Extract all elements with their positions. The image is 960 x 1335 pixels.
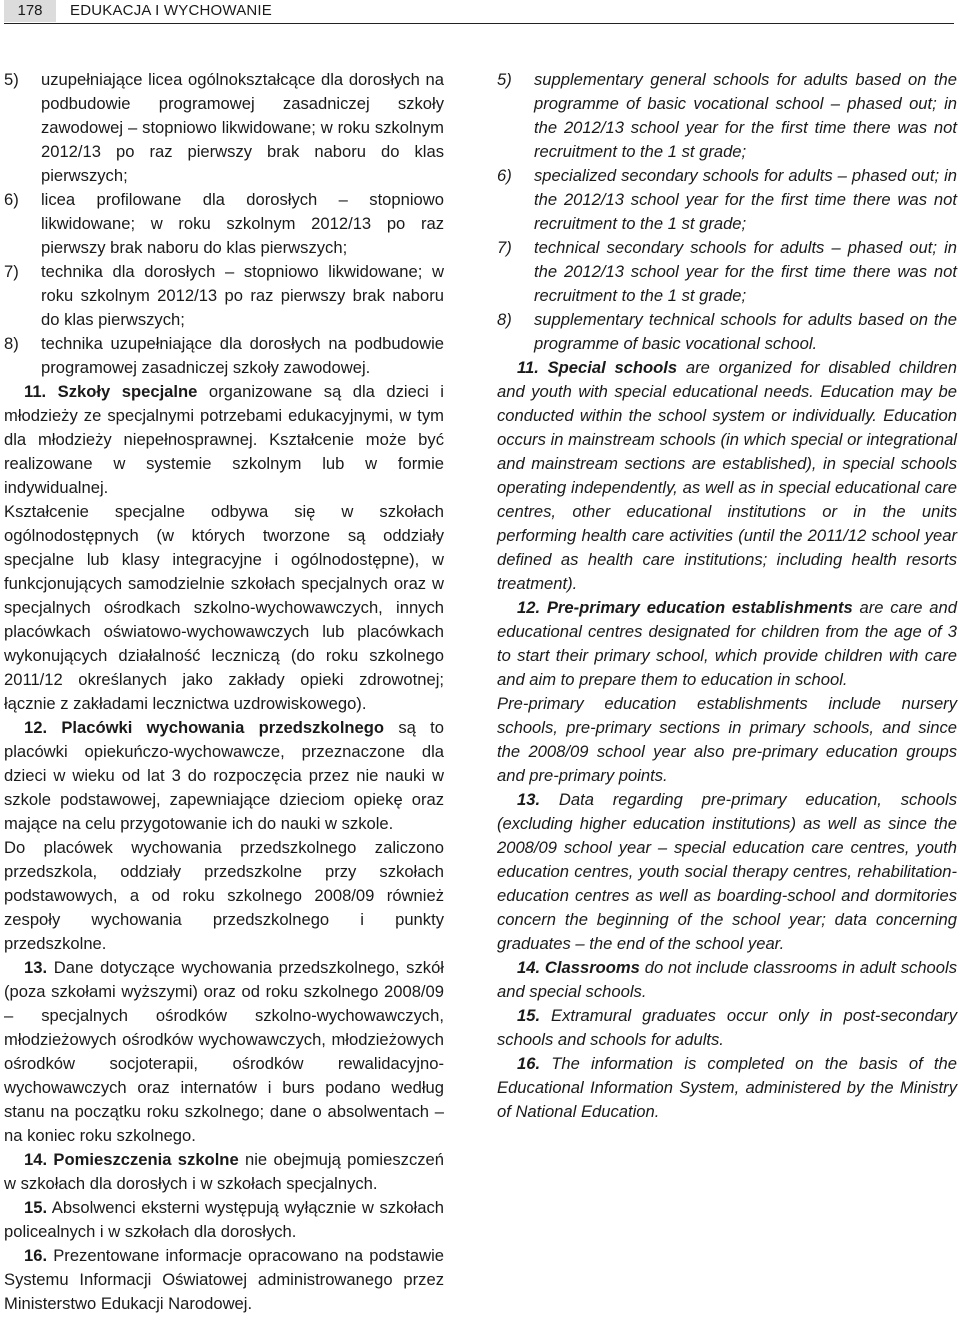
note-number: 15. <box>517 1006 541 1025</box>
note-15 <box>497 1004 957 1052</box>
item-number: 6) <box>497 166 512 185</box>
note-13 <box>497 788 957 956</box>
note-text: do not include classrooms in adult schools and special schools. <box>497 958 957 1001</box>
note-number: 14. <box>517 958 541 977</box>
note-number: 13. <box>517 790 541 809</box>
note-13 <box>4 956 444 1148</box>
note-12-paragraph: Pre-primary education establishments include nursery schools, pre-primary sections in primary schools, and since the 2008/09 school year also pre-primary education groups and pre-primary points. <box>497 694 957 785</box>
polish-column <box>4 68 444 1316</box>
list-item <box>4 332 444 380</box>
page-header <box>0 0 960 22</box>
note-term: Classrooms <box>544 958 640 977</box>
list-item <box>4 68 444 188</box>
note-text: organizowane są dla dzieci i młodzieży ze specjalnymi potrzebami edukacyjnymi, w tym dla młodzieży niepełnosprawnej. Kształcenie może być realizowane w systemie szkolnym lub w formie indywidualnej. <box>4 382 444 497</box>
note-text: Extramural graduates occur only in post-secondary schools and schools for adults. <box>497 1006 957 1049</box>
note-16 <box>497 1052 957 1124</box>
list-item <box>4 188 444 260</box>
note-number: 14. <box>24 1150 48 1169</box>
note-number: 16. <box>517 1054 541 1073</box>
note-term: Special schools <box>547 358 678 377</box>
item-text: licea profilowane dla dorosłych – stopniowo likwidowane; w roku szkolnym 2012/13 po raz pierwszy brak naboru do klas pierwszych; <box>41 190 444 257</box>
note-number: 12. <box>517 598 541 617</box>
item-text: specialized secondary schools for adults – phased out; in the 2012/13 school year for the first time there was not recruitment to the 1 st grade; <box>534 166 957 233</box>
page-number: 178 <box>4 0 56 22</box>
note-term: Szkoły specjalne <box>57 382 198 401</box>
note-term: Pre-primary education establishments <box>546 598 853 617</box>
list-item <box>497 308 957 356</box>
note-term: Placówki wychowania przedszkolnego <box>61 718 385 737</box>
note-text: are organized for disabled children and youth with special educational needs. Education may be conducted within the school system or individually. Education occurs in mainstream schools (in which special or integrational and mainstream sections are established), in special schools operating independently, as well as in special educational care centres, other educational institutions or in the units performing health care activities (until the 2011/12 school year defined as health care institutions; including health resorts treatment). <box>497 358 957 593</box>
list-item <box>4 260 444 332</box>
note-text: nie obejmują pomieszczeń w szkołach dla dorosłych i w szkołach specjalnych. <box>4 1150 444 1193</box>
note-text: Data regarding pre-primary education, schools (excluding higher education institutions) as well as since the 2008/09 school year – special education care centres, youth education centres, youth social therapy centres, rehabilitation-education centres as well as boarding-school and dormitories concern the beginning of the school year; data concerning graduates – the end of the school year. <box>497 790 957 953</box>
note-11-paragraph: Kształcenie specjalne odbywa się w szkołach ogólnodostępnych (w których tworzone są oddziały specjalne lub klasy integracyjne i ogólnodostępne), w funkcjonujących samodzielnie szkołach specjalnych oraz w specjalnych ośrodkach szkolno-wychowawczych, innych placówkach oświatowo-wychowawczych lub placówkach wykonujących działalność leczniczą (do roku szkolnego 2011/12 określanych jako zakłady opieki zdrowotnej; łącznie z zakładami lecznictwa uzdrowiskowego). <box>4 502 444 713</box>
note-11 <box>497 356 957 596</box>
item-number: 5) <box>4 70 19 89</box>
note-text: Prezentowane informacje opracowano na podstawie Systemu Informacji Oświatowej administrowanego przez Ministerstwo Edukacji Narodowej. <box>4 1246 444 1313</box>
note-12-paragraph: Do placówek wychowania przedszkolnego zaliczono przedszkola, oddziały przedszkolne przy szkołach podstawowych, a od roku szkolnego 2008/09 również zespoły wychowania przedszkolnego i punkty przedszkolne. <box>4 838 444 953</box>
note-number: 11. <box>517 358 539 377</box>
item-number: 8) <box>497 310 512 329</box>
item-text: technical secondary schools for adults – phased out; in the 2012/13 school year for the first time there was not recruitment to the 1 st grade; <box>534 238 957 305</box>
english-column <box>497 68 957 1124</box>
note-text: Absolwenci eksterni występują wyłącznie w szkołach policealnych i w szkołach dla dorosłych. <box>4 1198 444 1241</box>
note-12 <box>497 596 957 692</box>
note-14 <box>497 956 957 1004</box>
note-12 <box>4 716 444 836</box>
note-text: are care and educational centres designated for children from the age of 3 to start their primary school, which provide children with care and aim to prepare them to education in school. <box>497 598 957 689</box>
item-text: technika uzupełniające dla dorosłych na podbudowie programowej zasadniczej szkoły zawodowej. <box>41 334 444 377</box>
list-item <box>497 164 957 236</box>
item-number: 5) <box>497 70 512 89</box>
note-text: Dane dotyczące wychowania przedszkolnego, szkół (poza szkołami wyższymi) oraz od roku szkolnego 2008/09 – specjalnych ośrodków szkolno-wychowawczych, młodzieżowych ośrodków wychowawczych, młodzieżowych ośrodków socjoterapii, ośrodków rewalidacyjno-wychowawczych oraz internatów i burs podano według stanu na początku roku szkolnego; dane o absolwentach – na koniec roku szkolnego. <box>4 958 444 1145</box>
note-14 <box>4 1148 444 1196</box>
item-text: supplementary general schools for adults based on the programme of basic vocational school – phased out; in the 2012/13 school year for the first time there was not recruitment to the 1 st grade; <box>534 70 957 161</box>
item-number: 6) <box>4 190 19 209</box>
list-item <box>497 236 957 308</box>
note-15 <box>4 1196 444 1244</box>
note-number: 11. <box>24 382 47 401</box>
header-rule <box>4 23 954 24</box>
list-item <box>497 68 957 164</box>
item-number: 7) <box>4 262 19 281</box>
note-number: 12. <box>24 718 48 737</box>
item-number: 7) <box>497 238 512 257</box>
note-number: 15. <box>24 1198 48 1217</box>
note-16 <box>4 1244 444 1316</box>
note-text: są to placówki opiekuńczo-wychowawcze, przeznaczone dla dzieci w wieku od lat 3 do rozpoczęcia przez nie nauki w szkole podstawowej, zapewniające dzieciom opiekę oraz mające na celu przygotowanie ich do nauki w szkole. <box>4 718 444 833</box>
item-text: uzupełniające licea ogólnokształcące dla dorosłych na podbudowie programowej zasadniczej szkoły zawodowej – stopniowo likwidowane; w roku szkolnym 2012/13 po raz pierwszy brak naboru do klas pierwszych; <box>41 70 444 185</box>
note-text: The information is completed on the basis of the Educational Information System, administered by the Ministry of National Education. <box>497 1054 957 1121</box>
note-11 <box>4 380 444 500</box>
item-text: technika dla dorosłych – stopniowo likwidowane; w roku szkolnym 2012/13 po raz pierwszy brak naboru do klas pierwszych; <box>41 262 444 329</box>
running-title: EDUKACJA I WYCHOWANIE <box>70 2 272 19</box>
note-term: Pomieszczenia szkolne <box>53 1150 239 1169</box>
note-number: 16. <box>24 1246 48 1265</box>
item-text: supplementary technical schools for adults based on the programme of basic vocational school. <box>534 310 957 353</box>
note-number: 13. <box>24 958 48 977</box>
item-number: 8) <box>4 334 19 353</box>
